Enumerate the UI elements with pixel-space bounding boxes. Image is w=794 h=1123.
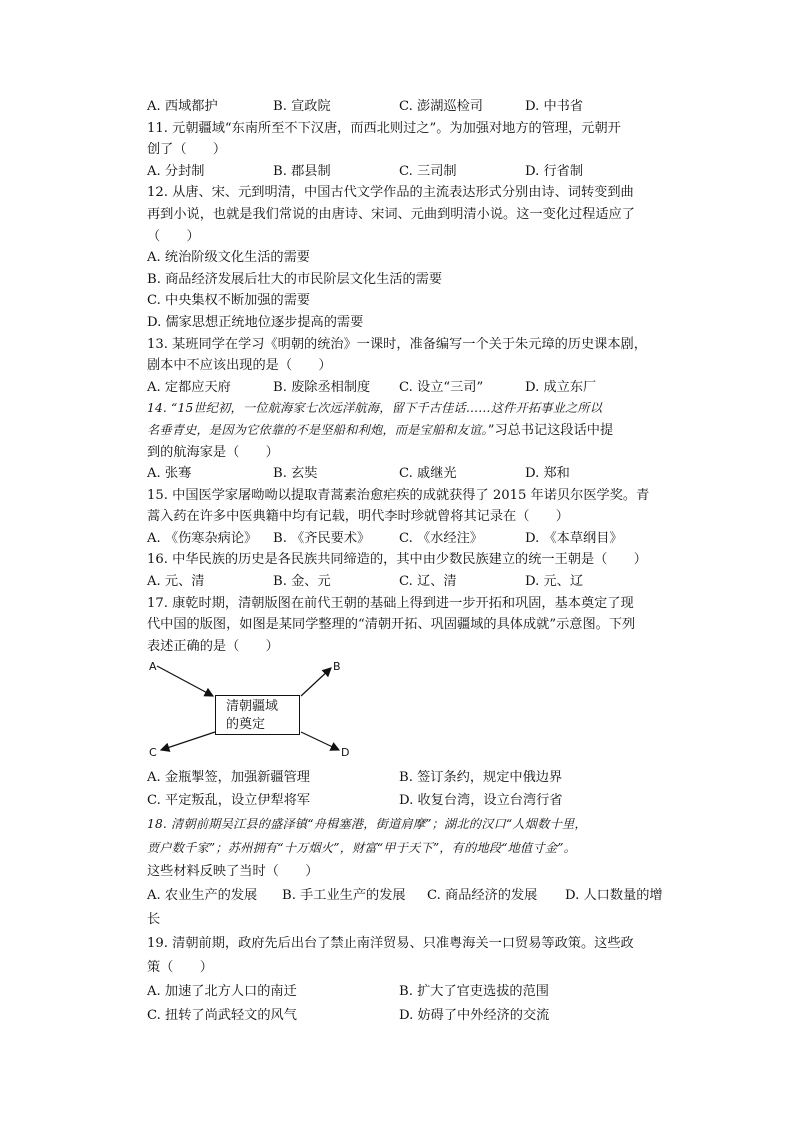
diagram-label-a: A	[149, 660, 157, 674]
q19-stem-1: 19. 清朝前期，政府先后出台了禁止南洋贸易、只准粤海关一口贸易等政策。这些政	[147, 936, 634, 952]
q13-option-a[interactable]: A. 定都应天府	[147, 379, 231, 395]
q15-option-b[interactable]: B. 《齐民要术》	[273, 530, 371, 546]
q11-options	[147, 161, 687, 183]
q14-option-b[interactable]: B. 玄奘	[273, 466, 318, 482]
q19-option-a[interactable]: A. 加速了北方人口的南迁	[147, 984, 297, 1000]
q10-option-b[interactable]: B. 宣政院	[273, 99, 331, 114]
arrow-box-to-d	[301, 732, 339, 750]
q14-option-d[interactable]: D. 郑和	[525, 466, 570, 482]
q10-option-d[interactable]: D. 中书省	[525, 99, 584, 114]
diagram-label-d: D	[341, 746, 350, 760]
q16-option-d[interactable]: D. 元、辽	[525, 574, 584, 590]
q19-options-row-1	[147, 980, 687, 1004]
q10-option-a[interactable]: A. 西域都护	[147, 99, 218, 114]
q17-options-row-1	[147, 766, 687, 789]
q14-stem-1: 14. “15世纪初，一位航海家七次远洋航海，留下千古佳话……这件开拓事业之所以	[147, 401, 603, 416]
q18-stem-1: 18. 清朝前期吴江县的盛泽镇“舟楫塞港，街道肩摩”；湖北的汉口“人烟数十里，	[147, 817, 587, 832]
q16-option-b[interactable]: B. 金、元	[273, 574, 331, 590]
q12-option-b[interactable]: B. 商品经济发展后壮大的市民阶层文化生活的需要	[147, 271, 443, 287]
q18-option-c[interactable]: C. 商品经济的发展	[427, 888, 538, 904]
q15-stem-1: 15. 中国医学家屠呦呦以提取青蒿素治愈疟疾的成就获得了 2015 年诺贝尔医学奖。青	[147, 487, 650, 503]
q10-options	[147, 96, 687, 118]
q14-stem-3: 到的航海家是（ ）	[147, 444, 279, 460]
q17-option-d[interactable]: D. 收复台湾，设立台湾行省	[399, 793, 563, 809]
q13-option-b[interactable]: B. 废除丞相制度	[273, 379, 371, 395]
q11-stem-2: 创了（ ）	[147, 142, 227, 158]
q12-stem-2: 再到小说，也就是我们常说的由唐诗、宋词、元曲到明清小说。这一变化过程适应了	[147, 206, 635, 222]
q12-stem-1: 12. 从唐、宋、元到明清，中国古代文学作品的主流表达形式分别由诗、词转变到曲	[147, 185, 634, 201]
q16-stem-1: 16. 中华民族的历史是各民族共同缔造的，其中由少数民族建立的统一王朝是（ ）	[147, 552, 647, 568]
q11-stem-1: 11. 元朝疆域“东南所至不下汉唐，而西北则过之”。为加强对地方的管理，元朝开	[147, 120, 621, 136]
arrow-a-to-box	[157, 666, 213, 696]
q19-option-d[interactable]: D. 妨碍了中外经济的交流	[399, 1008, 550, 1024]
q12-option-a[interactable]: A. 统治阶级文化生活的需要	[147, 250, 310, 266]
q19-options-row-2	[147, 1004, 687, 1028]
q18-stem-2: 贾户数千家”；苏州拥有“十万烟火”，财富“甲于天下”，有的地段“地值寸金”。	[147, 841, 577, 856]
q14-option-c[interactable]: C. 戚继光	[399, 466, 457, 482]
q14-option-a[interactable]: A. 张骞	[147, 466, 192, 482]
q17-option-a[interactable]: A. 金瓶掣签，加强新疆管理	[147, 770, 310, 786]
diagram-center-box	[215, 695, 300, 735]
q18-option-d[interactable]: D. 人口数量的增	[565, 888, 663, 904]
q11-option-b[interactable]: B. 郡县制	[273, 163, 331, 179]
q15-option-a[interactable]: A. 《伤寒杂病论》	[147, 530, 258, 546]
q12-option-c[interactable]: C. 中央集权不断加强的需要	[147, 293, 311, 309]
q14-stem-2-rest: ”习总书记这段话中提	[487, 422, 614, 438]
q12-option-d[interactable]: D. 儒家思想正统地位逐步提高的需要	[147, 314, 364, 330]
q17-option-b[interactable]: B. 签订条约，规定中俄边界	[399, 770, 563, 786]
q15-option-d[interactable]: D. 《本草纲目》	[525, 530, 623, 546]
q17-option-c[interactable]: C. 平定叛乱，设立伊犁将军	[147, 793, 311, 809]
q14-quote-end: 名垂青史，是因为它依靠的不是坚船和利炮，而是宝船和友谊。	[147, 422, 488, 437]
q15-options	[147, 528, 687, 550]
q14-options	[147, 463, 687, 485]
q13-options	[147, 377, 687, 399]
q16-options	[147, 571, 687, 593]
q18-options	[147, 884, 687, 908]
q12-stem-3: （ ）	[147, 228, 200, 244]
diagram-box-line-2: 的奠定	[226, 717, 266, 733]
q16-option-c[interactable]: C. 辽、清	[399, 574, 457, 590]
diagram-label-b: B	[333, 660, 341, 674]
q11-option-c[interactable]: C. 三司制	[399, 163, 457, 179]
arrow-box-to-b	[301, 668, 331, 696]
q13-option-c[interactable]: C. 设立“三司”	[399, 379, 484, 395]
q16-option-a[interactable]: A. 元、清	[147, 574, 205, 590]
q10-option-c[interactable]: C. 澎湖巡检司	[399, 99, 483, 114]
arrow-box-to-c	[161, 732, 215, 750]
q17-stem-2: 代中国的版图，如图是某同学整理的“清朝开拓、巩固疆域的具体成就”示意图。下列	[147, 617, 636, 633]
q15-stem-2: 蒿入药在许多中医典籍中均有记载，明代李时珍就曾将其记录在（ ）	[147, 509, 569, 525]
q13-stem-1: 13. 某班同学在学习《明朝的统治》一课时，准备编写一个关于朱元璋的历史课本剧，	[147, 336, 647, 352]
q14-stem-2	[147, 420, 687, 442]
q11-option-d[interactable]: D. 行省制	[525, 163, 584, 179]
q18-stem-3: 这些材料反映了当时（ ）	[147, 864, 319, 880]
q19-stem-2: 策（ ）	[147, 960, 213, 976]
q13-option-d[interactable]: D. 成立东厂	[525, 379, 597, 395]
q15-option-c[interactable]: C. 《水经注》	[399, 530, 483, 546]
q17-stem-1: 17. 康乾时期，清朝版图在前代王朝的基础上得到进一步开拓和巩固，基本奠定了现	[147, 595, 634, 611]
diagram-box-line-1: 清朝疆域	[226, 699, 279, 715]
exam-page	[147, 96, 687, 1028]
diagram-label-c: C	[149, 746, 157, 760]
q17-diagram	[147, 658, 687, 766]
q18-option-b[interactable]: B. 手工业生产的发展	[282, 888, 406, 904]
q18-option-d-wrap: 长	[147, 912, 161, 928]
q17-stem-3: 表述正确的是（ ）	[147, 638, 279, 654]
q19-option-b[interactable]: B. 扩大了官吏选拔的范围	[399, 984, 549, 1000]
q18-option-a[interactable]: A. 农业生产的发展	[147, 888, 258, 904]
q19-option-c[interactable]: C. 扭转了尚武轻文的风气	[147, 1008, 297, 1024]
q13-stem-2: 剧本中不应该出现的是（ ）	[147, 358, 332, 374]
q11-option-a[interactable]: A. 分封制	[147, 163, 205, 179]
q17-options-row-2	[147, 789, 687, 812]
